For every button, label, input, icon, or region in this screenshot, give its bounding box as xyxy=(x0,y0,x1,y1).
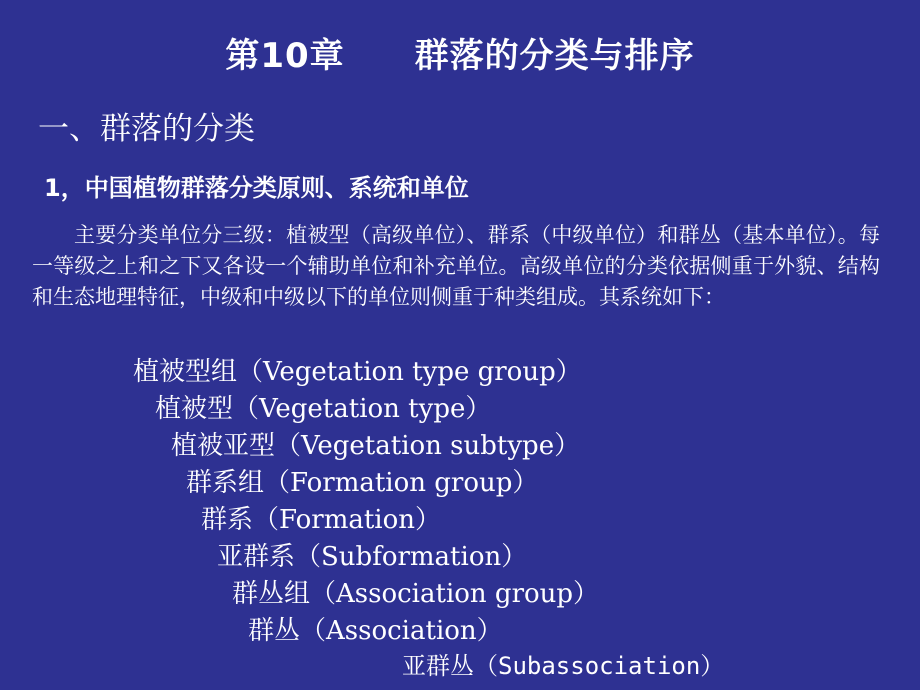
hierarchy-item-formation-group: 群系组（Formation group） xyxy=(186,468,539,498)
section-heading: 一、群落的分类 xyxy=(38,111,255,147)
body-paragraph: 主要分类单位分三级：植被型（高级单位）、群系（中级单位）和群丛（基本单位）。每一等级之上和之下又各设一个辅助单位和补充单位。高级单位的分类依据侧重于外貌、结构和生态地理特征，中级和中级以下的单位则侧重于种类组成。其系统如下： xyxy=(32,223,880,309)
slide-title: 第10章 群落的分类与排序 xyxy=(225,36,695,76)
hierarchy-item-formation: 群系（Formation） xyxy=(201,505,442,535)
sub-heading: 1，中国植物群落分类原则、系统和单位 xyxy=(44,174,469,202)
hierarchy-item-association: 群丛（Association） xyxy=(248,616,503,646)
hierarchy-item-vegetation-type-group: 植被型组（Vegetation type group） xyxy=(133,357,582,387)
hierarchy-item-subassociation: 亚群丛（Subassociation） xyxy=(402,652,725,680)
hierarchy-item-vegetation-subtype: 植被亚型（Vegetation subtype） xyxy=(171,431,581,461)
hierarchy-item-vegetation-type: 植被型（Vegetation type） xyxy=(155,394,492,424)
hierarchy-item-association-group: 群丛组（Association group） xyxy=(232,579,600,609)
hierarchy-item-subformation: 亚群系（Subformation） xyxy=(217,542,528,572)
